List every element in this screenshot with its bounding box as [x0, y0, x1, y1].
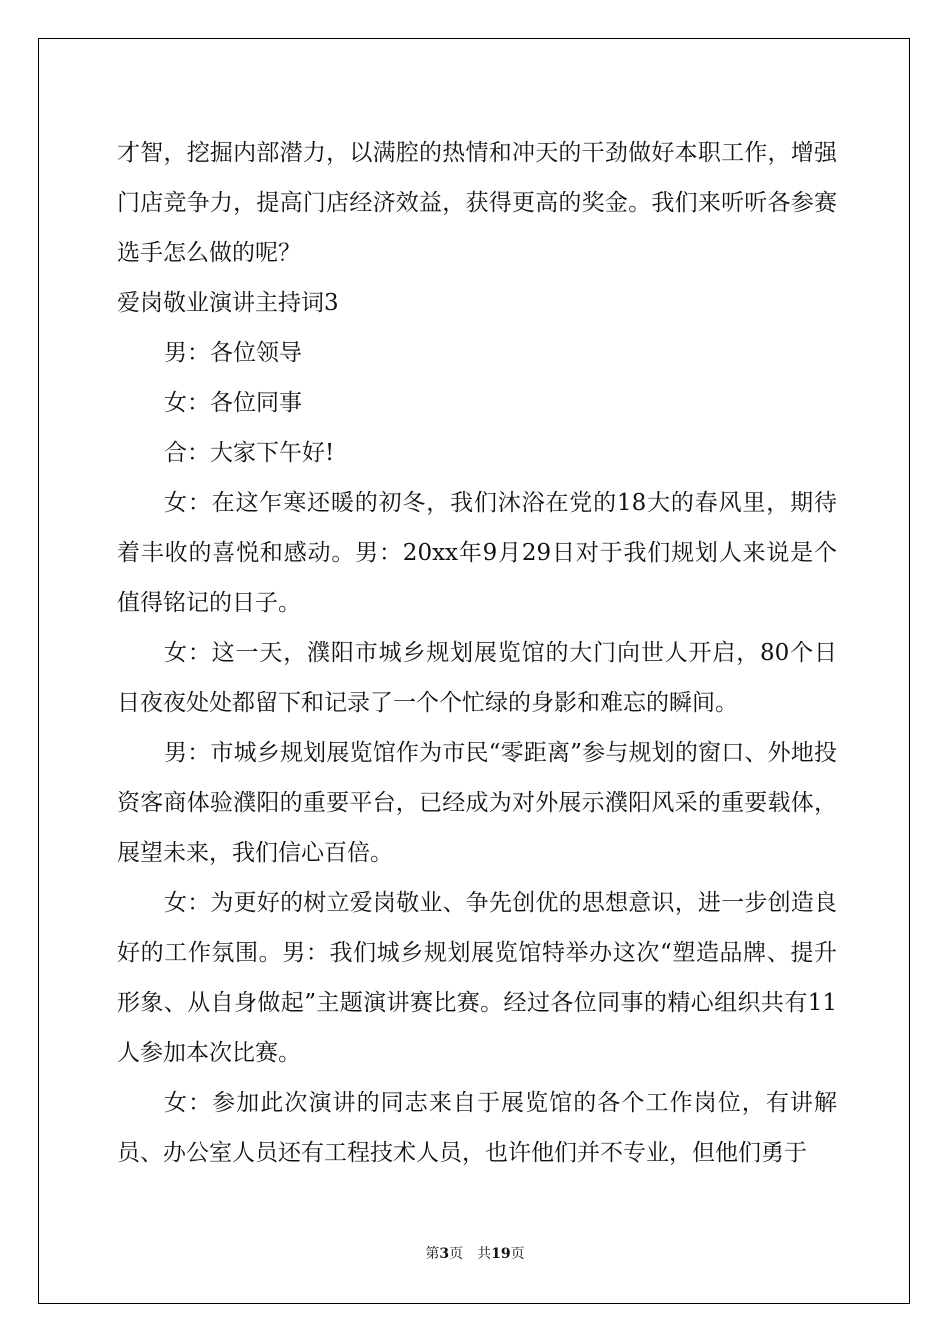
dialogue-line: 合：大家下午好!	[164, 440, 335, 466]
page-prefix: 第	[425, 1246, 440, 1262]
total-pages: 19	[491, 1246, 511, 1262]
dialogue-paragraph: 女：为更好的树立爱岗敬业、争先创优的思想意识，进一步创造良好的工作氛围。男：我们城乡规划展览馆特举办这次“塑造品牌、提升形象、从自身做起”主题演讲赛比赛。经过各位同事的精心组织共有11人参加本次比赛。	[117, 890, 837, 1066]
dialogue-paragraph: 男：市城乡规划展览馆作为市民“零距离”参与规划的窗口、外地投资客商体验濮阳的重要平台，已经成为对外展示濮阳风采的重要载体，展望未来，我们信心百倍。	[117, 740, 837, 866]
dialogue-paragraph: 女：在这乍寒还暖的初冬，我们沐浴在党的18大的春风里，期待着丰收的喜悦和感动。男：20xx年9月29日对于我们规划人来说是个值得铭记的日子。	[117, 490, 837, 616]
section-heading: 爱岗敬业演讲主持词3	[117, 290, 339, 316]
page-number: 3	[439, 1246, 450, 1262]
page-footer	[0, 1243, 950, 1263]
dialogue-paragraph: 女：这一天，濮阳市城乡规划展览馆的大门向世人开启，80个日日夜夜处处都留下和记录了一个个忙绿的身影和难忘的瞬间。	[117, 640, 837, 716]
page-suffix: 页	[449, 1246, 464, 1262]
dialogue-line: 女：各位同事	[164, 390, 302, 416]
total-suffix: 页	[510, 1246, 525, 1262]
dialogue-paragraph: 女：参加此次演讲的同志来自于展览馆的各个工作岗位，有讲解员、办公室人员还有工程技术人员，也许他们并不专业，但他们勇于	[117, 1090, 837, 1166]
dialogue-line: 男：各位领导	[164, 340, 302, 366]
paragraph-continuation: 才智，挖掘内部潜力，以满腔的热情和冲天的干劲做好本职工作，增强门店竞争力，提高门店经济效益，获得更高的奖金。我们来听听各参赛选手怎么做的呢？	[117, 140, 837, 266]
document-body	[117, 128, 837, 1178]
total-prefix: 共	[477, 1246, 492, 1262]
